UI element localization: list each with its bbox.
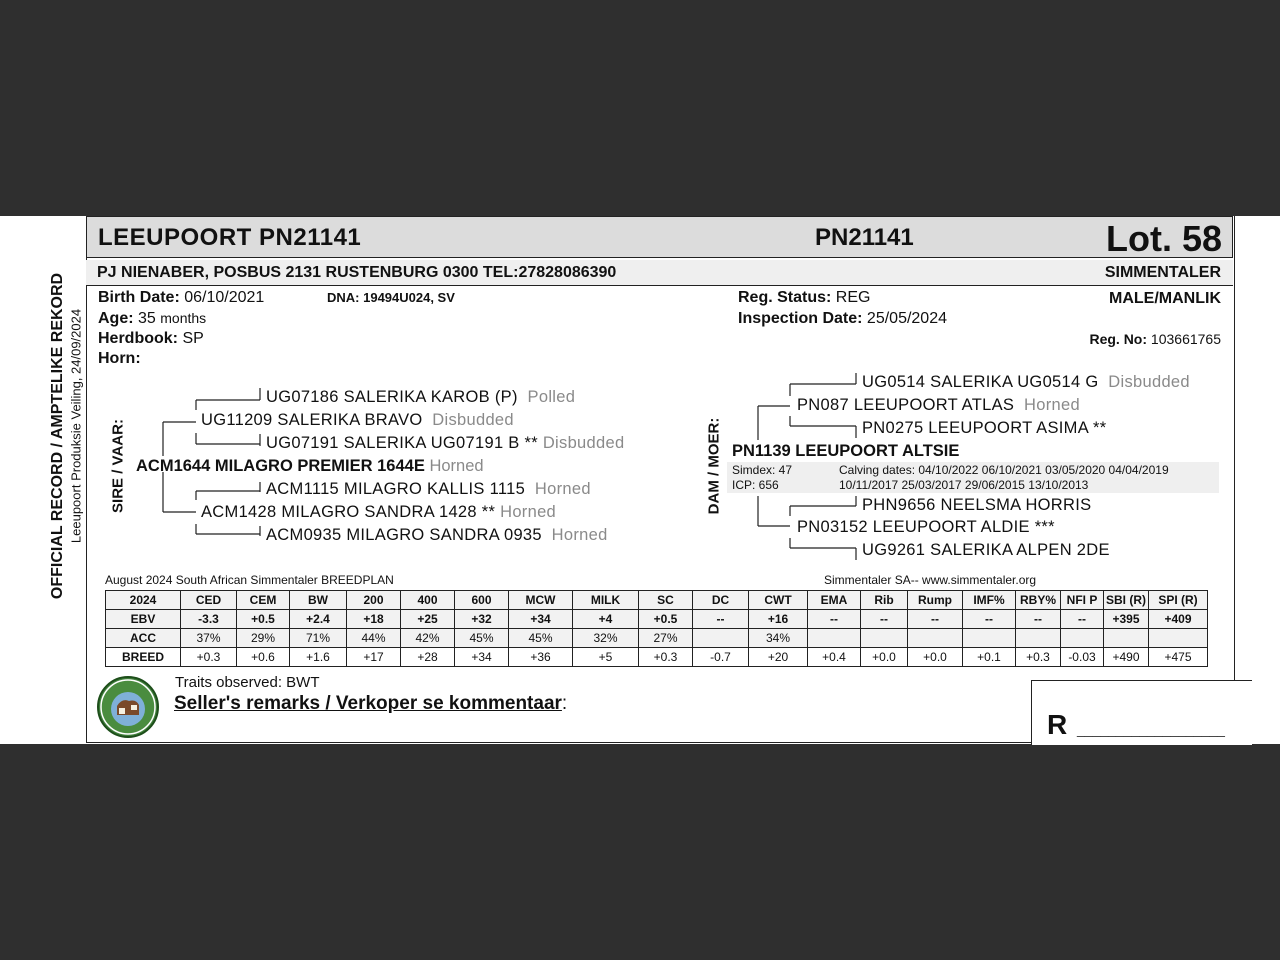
acc-row-cell: 34% <box>749 629 808 648</box>
simdex: Simdex: 47 <box>732 463 793 477</box>
horn-label: Horn: <box>98 350 141 367</box>
animal-name: LEEUPOORT PN21141 <box>98 224 362 251</box>
ebv-row-cell: +25 <box>401 610 455 629</box>
ebv-header-row-cell: CWT <box>749 591 808 610</box>
sale-name-label: Leeupoort Produksie Veiling, 24/09/2024 <box>68 308 84 544</box>
ebv-header-row-cell: SC <box>639 591 693 610</box>
acc-row-cell: 42% <box>401 629 455 648</box>
simmentaler-logo <box>97 676 159 738</box>
ebv-row <box>106 610 1208 629</box>
breed-row-cell: +475 <box>1149 648 1208 667</box>
ebv-header-row-cell: SPI (R) <box>1149 591 1208 610</box>
price-box[interactable] <box>1031 680 1252 745</box>
breed-row-cell: +5 <box>573 648 639 667</box>
ebv-row-cell: -- <box>963 610 1016 629</box>
breed-row-cell: -0.03 <box>1061 648 1104 667</box>
breed-row-cell: +0.1 <box>963 648 1016 667</box>
ebv-header-row-cell: Rump <box>908 591 963 610</box>
ebv-row-cell: -- <box>1061 610 1104 629</box>
calving-dates-1: Calving dates: 04/10/2022 06/10/2021 03/05/2020 04/04/2019 <box>839 463 1169 477</box>
animal-id: PN21141 <box>815 224 914 251</box>
ebv-row-cell: EBV <box>106 610 181 629</box>
acc-row-cell <box>1149 629 1208 648</box>
breed-row-cell: +17 <box>347 648 401 667</box>
owner-line: PJ NIENABER, POSBUS 2131 RUSTENBURG 0300 TEL:27828086390 <box>97 264 617 281</box>
ebv-row-cell: +4 <box>573 610 639 629</box>
acc-row-cell: 32% <box>573 629 639 648</box>
ebv-row-cell: +34 <box>509 610 573 629</box>
official-record-label: OFFICIAL RECORD / AMPTELIKE REKORD <box>49 272 66 600</box>
acc-row-cell: 44% <box>347 629 401 648</box>
acc-row-cell <box>963 629 1016 648</box>
birth-date: Birth Date: 06/10/2021 <box>98 289 265 306</box>
ebv-row-cell: +0.5 <box>639 610 693 629</box>
acc-row-cell <box>908 629 963 648</box>
currency-symbol: R <box>1047 709 1068 740</box>
ebv-header-row <box>106 591 1208 610</box>
dna-info: DNA: 19494U024, SV <box>327 290 455 305</box>
reg-status: Reg. Status: REG <box>738 289 871 306</box>
breed-label: SIMMENTALER <box>1104 264 1221 281</box>
price-line: ___________________ <box>1077 721 1225 737</box>
ebv-row-cell: -3.3 <box>181 610 237 629</box>
breed-row-cell: +0.3 <box>181 648 237 667</box>
ebv-header-row-cell: 600 <box>455 591 509 610</box>
acc-row-cell <box>1016 629 1061 648</box>
herdbook: Herdbook: SP <box>98 330 204 347</box>
reg-number: Reg. No: 103661765 <box>1089 331 1221 347</box>
breed-row-cell: BREED <box>106 648 181 667</box>
sex-label: MALE/MANLIK <box>1109 290 1221 307</box>
breed-row-cell: +0.0 <box>908 648 963 667</box>
ebv-row-cell: +16 <box>749 610 808 629</box>
age: Age: 35 months <box>98 310 207 327</box>
dam-sire-sire: UG0514 SALERIKA UG0514 G Disbudded <box>862 373 1190 391</box>
acc-row-cell: 71% <box>290 629 347 648</box>
ebv-header-row-cell: Rib <box>861 591 908 610</box>
acc-row-cell <box>808 629 861 648</box>
lot-number: Lot. 58 <box>1105 218 1222 259</box>
acc-row-cell: 45% <box>455 629 509 648</box>
acc-row-cell: 45% <box>509 629 573 648</box>
dam-performance <box>727 462 1219 493</box>
dam-sire: PN087 LEEUPOORT ATLAS Horned <box>797 396 1080 414</box>
acc-row-cell <box>693 629 749 648</box>
ebv-row-cell: +395 <box>1104 610 1149 629</box>
breedplan-caption: August 2024 South African Simmentaler BREEDPLAN <box>105 573 394 587</box>
dam-label: DAM / MOER: <box>705 417 723 515</box>
lot-card <box>0 216 1280 744</box>
ebv-header-row-cell: SBI (R) <box>1104 591 1149 610</box>
sire-dam-dam: ACM0935 MILAGRO SANDRA 0935 Horned <box>266 526 608 544</box>
ebv-row-cell: -- <box>908 610 963 629</box>
calving-dates-2: 10/11/2017 25/03/2017 29/06/2015 13/10/2013 <box>839 478 1089 492</box>
breed-row <box>106 648 1208 667</box>
sire-sire-dam: UG07191 SALERIKA UG07191 B ** Disbudded <box>266 434 625 452</box>
ebv-row-cell: -- <box>808 610 861 629</box>
ebv-row-cell: -- <box>1016 610 1061 629</box>
ebv-header-row-cell: EMA <box>808 591 861 610</box>
icp: ICP: 656 <box>732 478 779 492</box>
sire-dam-sire: ACM1115 MILAGRO KALLIS 1115 Horned <box>266 480 591 498</box>
ebv-header-row-cell: MCW <box>509 591 573 610</box>
ebv-header-row-cell: MILK <box>573 591 639 610</box>
breed-row-cell: +490 <box>1104 648 1149 667</box>
acc-row-cell <box>1104 629 1149 648</box>
sire-sire-sire: UG07186 SALERIKA KAROB (P) Polled <box>266 388 576 406</box>
ebv-table <box>105 590 1208 667</box>
dam-dam: PN03152 LEEUPOORT ALDIE *** <box>797 518 1055 536</box>
breed-row-cell: +0.3 <box>639 648 693 667</box>
ebv-header-row-cell: BW <box>290 591 347 610</box>
ebv-header-row-cell: RBY% <box>1016 591 1061 610</box>
dam-dam-sire: PHN9656 NEELSMA HORRIS <box>862 496 1092 514</box>
dam-dam-dam: UG9261 SALERIKA ALPEN 2DE <box>862 541 1110 559</box>
seller-remarks-label: Seller's remarks / Verkoper se kommentaar: <box>174 693 568 714</box>
dam-sire-dam: PN0275 LEEUPOORT ASIMA ** <box>862 419 1107 437</box>
ebv-row-cell: +409 <box>1149 610 1208 629</box>
ebv-row-cell: +32 <box>455 610 509 629</box>
ebv-row-cell: -- <box>693 610 749 629</box>
acc-row-cell: 37% <box>181 629 237 648</box>
inspection-date: Inspection Date: 25/05/2024 <box>738 310 947 327</box>
ebv-row-cell: +0.5 <box>237 610 290 629</box>
acc-row-cell <box>861 629 908 648</box>
breed-row-cell: -0.7 <box>693 648 749 667</box>
breed-row-cell: +1.6 <box>290 648 347 667</box>
breed-row-cell: +34 <box>455 648 509 667</box>
ebv-header-row-cell: 2024 <box>106 591 181 610</box>
ebv-header-row-cell: 200 <box>347 591 401 610</box>
ebv-header-row-cell: 400 <box>401 591 455 610</box>
ebv-row-cell: +18 <box>347 610 401 629</box>
acc-row <box>106 629 1208 648</box>
ebv-header-row-cell: NFI P <box>1061 591 1104 610</box>
ebv-header-row-cell: IMF% <box>963 591 1016 610</box>
breed-row-cell: +20 <box>749 648 808 667</box>
ebv-header-row-cell: DC <box>693 591 749 610</box>
breed-row-cell: +0.4 <box>808 648 861 667</box>
sire-dam: ACM1428 MILAGRO SANDRA 1428 ** Horned <box>201 503 557 521</box>
breed-row-cell: +0.0 <box>861 648 908 667</box>
acc-row-cell: ACC <box>106 629 181 648</box>
traits-observed: Traits observed: BWT <box>175 674 320 691</box>
acc-row-cell: 27% <box>639 629 693 648</box>
ebv-header-row-cell: CEM <box>237 591 290 610</box>
sire: ACM1644 MILAGRO PREMIER 1644E Horned <box>136 457 484 475</box>
breed-row-cell: +0.3 <box>1016 648 1061 667</box>
breedplan-website: Simmentaler SA-- www.simmentaler.org <box>824 573 1037 587</box>
breed-row-cell: +28 <box>401 648 455 667</box>
acc-row-cell: 29% <box>237 629 290 648</box>
acc-row-cell <box>1061 629 1104 648</box>
dam: PN1139 LEEUPOORT ALTSIE <box>732 442 960 460</box>
sire-sire: UG11209 SALERIKA BRAVO Disbudded <box>201 411 514 429</box>
ebv-row-cell: +2.4 <box>290 610 347 629</box>
sire-label: SIRE / VAAR: <box>109 419 127 513</box>
breed-row-cell: +36 <box>509 648 573 667</box>
breed-row-cell: +0.6 <box>237 648 290 667</box>
ebv-row-cell: -- <box>861 610 908 629</box>
ebv-header-row-cell: CED <box>181 591 237 610</box>
